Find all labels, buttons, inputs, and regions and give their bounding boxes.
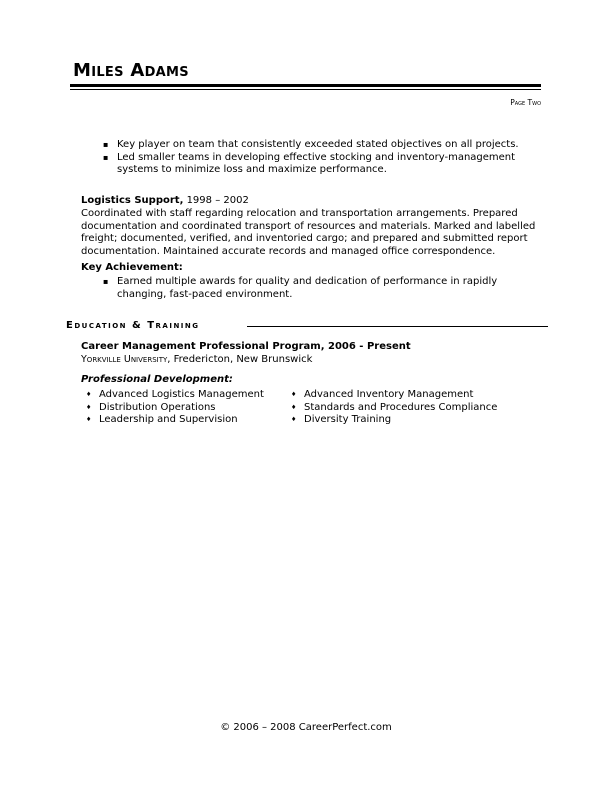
key-achievement-bullets bbox=[103, 276, 523, 301]
list-item: ♦ Distribution Operations bbox=[86, 402, 286, 415]
school-name: Yorkville University bbox=[81, 354, 168, 365]
footer-copyright: © 2006 – 2008 CareerPerfect.com bbox=[220, 722, 392, 733]
pd-list-left bbox=[86, 389, 286, 427]
section-rule bbox=[247, 326, 548, 327]
list-item: ▪ Key player on team that consistently exceeded stated objectives on all projects. bbox=[103, 139, 543, 152]
list-item: ▪ Earned multiple awards for quality and dedication of performance in rapidly changing, fast-paced environment. bbox=[103, 276, 523, 301]
job-title-text: Logistics Support, bbox=[81, 195, 184, 206]
header-rule-thin bbox=[70, 89, 541, 90]
job-dates: 1998 – 2002 bbox=[186, 195, 249, 206]
header-rule-thick bbox=[70, 84, 541, 87]
list-item: ▪ Led smaller teams in developing effective stocking and inventory-management systems to minimize loss and maximize performance. bbox=[103, 152, 543, 177]
program-title: Career Management Professional Program, 2006 - Present bbox=[81, 341, 411, 352]
pd-list-right bbox=[291, 389, 531, 427]
list-item: ♦ Advanced Inventory Management bbox=[291, 389, 531, 402]
program-school bbox=[81, 354, 312, 365]
list-item: ♦ Advanced Logistics Management bbox=[86, 389, 286, 402]
school-location: , Fredericton, New Brunswick bbox=[167, 354, 313, 365]
candidate-name: Miles Adams bbox=[73, 60, 189, 81]
section-heading-education: Education & Training bbox=[66, 320, 200, 331]
job-description: Coordinated with staff regarding relocation and transportation arrangements. Prepared documentation and coordinated transport of resources and materials. Marked and labelled freight; documented, verified, and inventoried cargo; and prepared and submitted report documentation. Maintained accurate records and managed office correspondence. bbox=[81, 208, 536, 257]
page-label: Page Two bbox=[510, 98, 541, 107]
previous-role-bullets bbox=[103, 139, 543, 177]
list-item: ♦ Standards and Procedures Compliance bbox=[291, 402, 531, 415]
list-item: ♦ Leadership and Supervision bbox=[86, 414, 286, 427]
list-item: ♦ Diversity Training bbox=[291, 414, 531, 427]
job-title bbox=[81, 195, 249, 206]
key-achievement-label: Key Achievement: bbox=[81, 262, 183, 273]
professional-development-label: Professional Development: bbox=[81, 374, 233, 385]
